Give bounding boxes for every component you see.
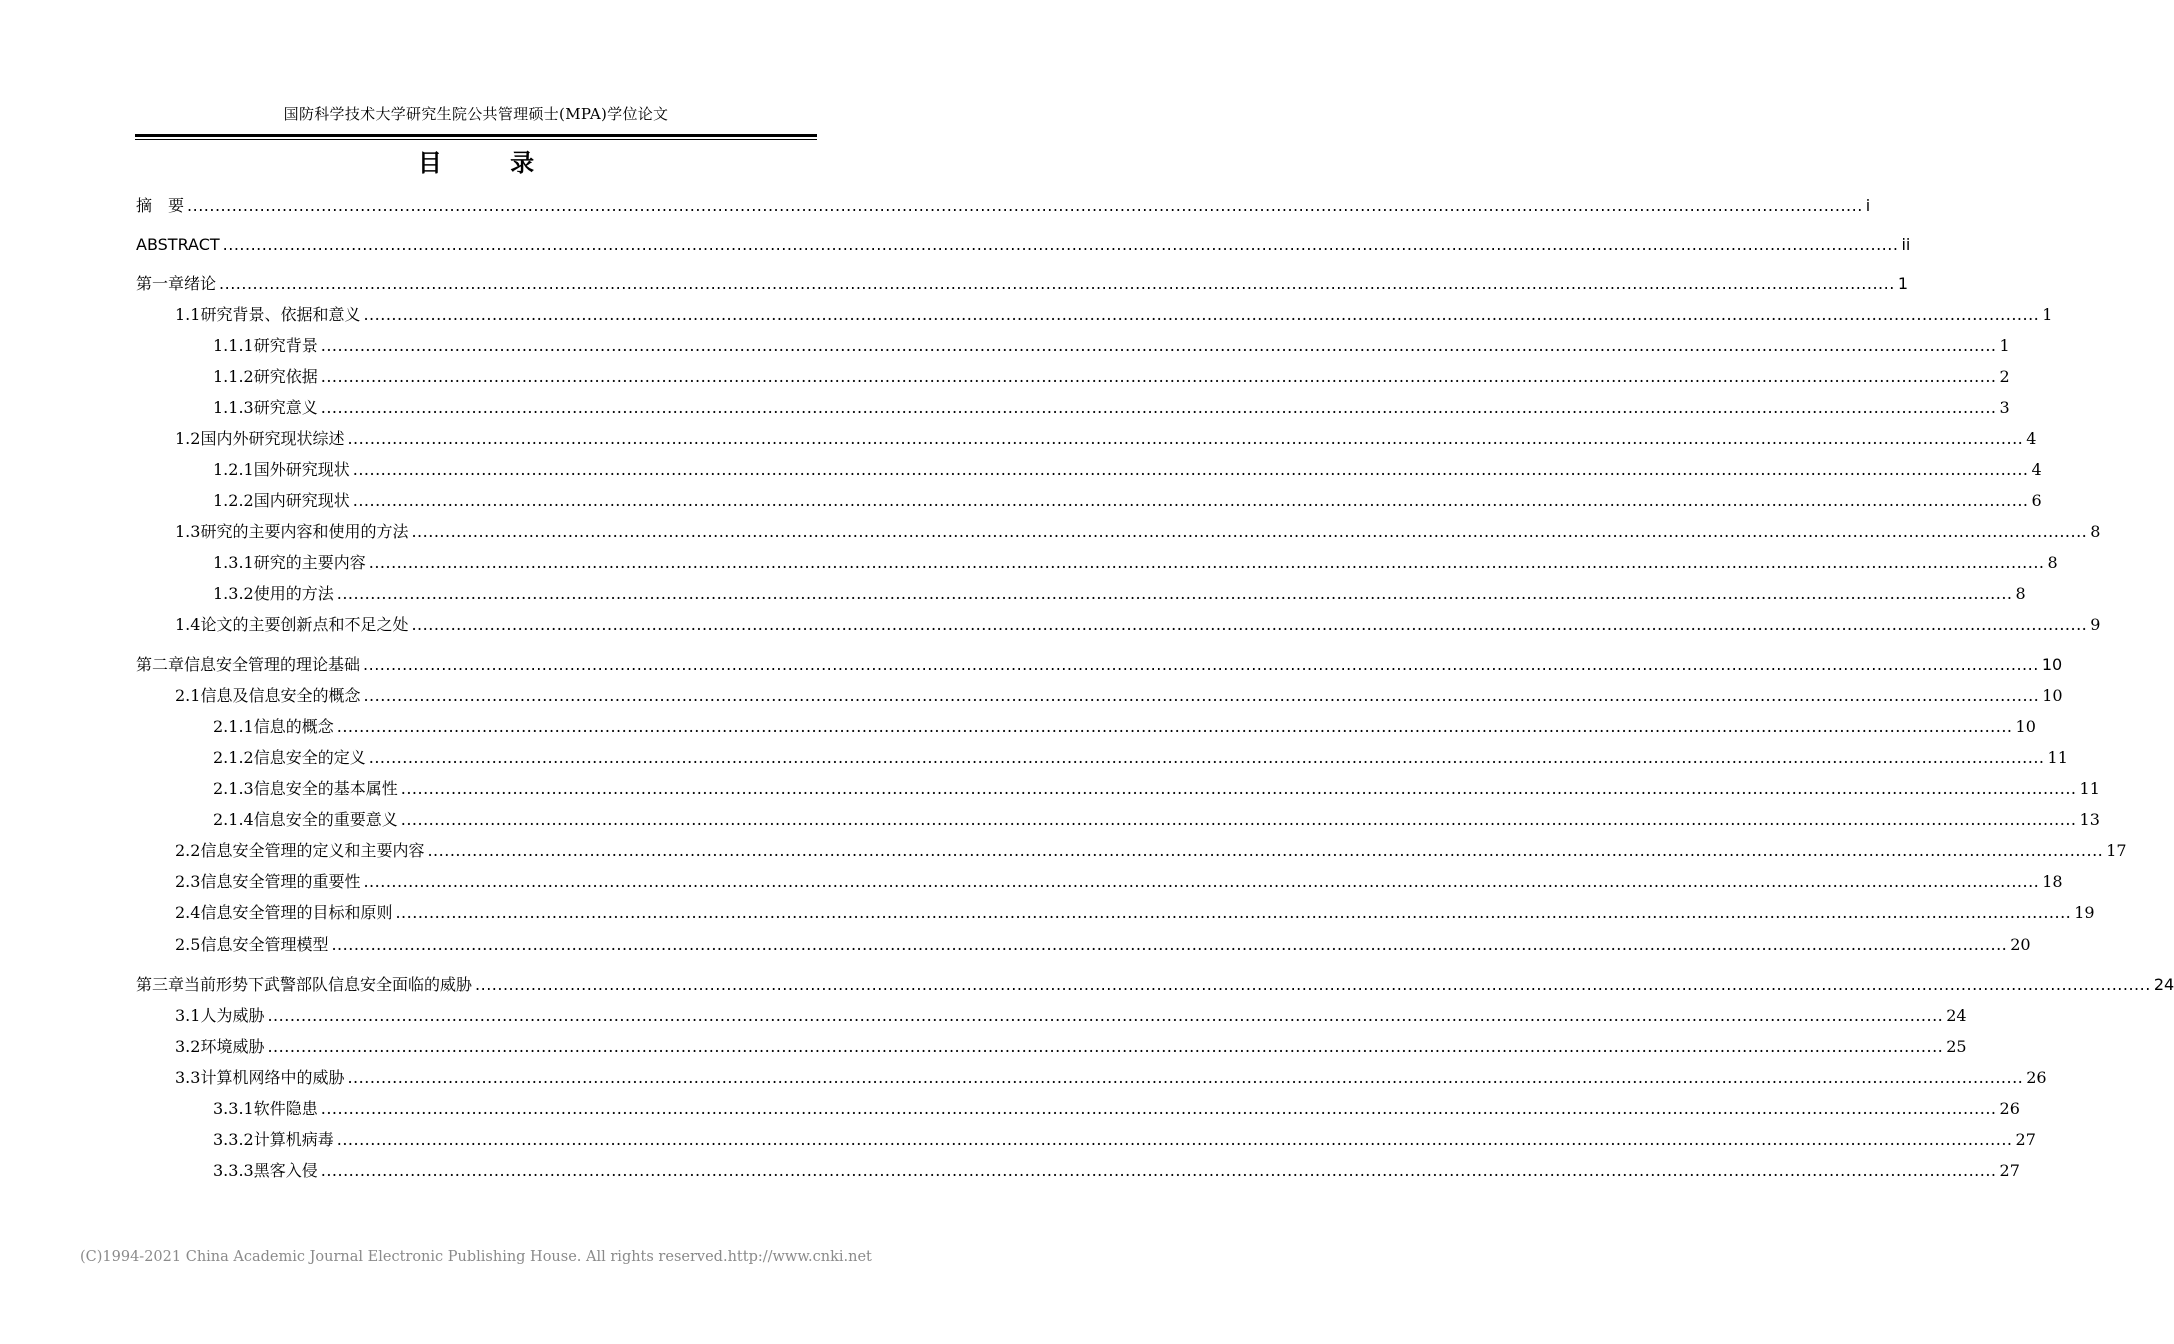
toc-entry[interactable] [213, 1126, 2036, 1150]
toc-dot-leader: ............................................................................................................................................................................................................................................................................................................ [336, 584, 2013, 603]
toc-entry-number: 第二章 [136, 655, 185, 674]
toc-entry-page: 13 [2079, 810, 2100, 829]
toc-entry-page: 4 [2026, 429, 2037, 448]
toc-entry-label: 研究依据 [253, 367, 318, 386]
toc-dot-leader: ............................................................................................................................................................................................................................................................................................................ [352, 460, 2029, 479]
toc-entry-label: 使用的方法 [253, 584, 334, 603]
toc-entry[interactable] [175, 518, 2101, 542]
toc-dot-leader: ............................................................................................................................................................................................................................................................................................................ [352, 491, 2029, 510]
toc-entry[interactable] [175, 868, 2063, 892]
toc-entry-page: 19 [2074, 903, 2095, 922]
toc-dot-leader: ............................................................................................................................................................................................................................................................................................................ [363, 305, 2040, 324]
toc-dot-leader: ............................................................................................................................................................................................................................................................................................................ [400, 810, 2077, 829]
toc-entry-number: 第三章 [136, 975, 185, 994]
toc-entry-number: 1.1.1 [213, 336, 254, 355]
toc-entry[interactable] [175, 1033, 1967, 1057]
toc-entry-number: 1.1 [175, 305, 201, 324]
toc-entry-label: 信息安全的定义 [253, 748, 366, 767]
toc-entry-number: 3.1 [175, 1006, 201, 1025]
toc-entry-label: 研究的主要内容 [253, 553, 366, 572]
toc-entry-page: 26 [2026, 1068, 2047, 1087]
toc-entry-label: 软件隐患 [253, 1099, 318, 1118]
toc-entry-page: 1 [1897, 274, 1908, 293]
footer-url[interactable]: http://www.cnki.net [727, 1249, 872, 1265]
toc-dot-leader: ............................................................................................................................................................................................................................................................................................................ [331, 935, 2008, 954]
toc-dot-leader: ............................................................................................................................................................................................................................................................................................................ [267, 1037, 1944, 1056]
toc-entry-page: ii [1901, 235, 1911, 254]
toc-entry[interactable] [213, 332, 2010, 356]
toc-entry-number: 3.3.2 [213, 1130, 254, 1149]
toc-entry-number: 1.4 [175, 615, 201, 634]
toc-entry-label: 信息安全管理的理论基础 [184, 655, 361, 674]
toc-entry[interactable] [213, 1157, 2020, 1181]
toc-entry-page: 24 [1946, 1006, 1967, 1025]
running-header: 国防科学技术大学研究生院公共管理硕士(MPA)学位论文 [283, 105, 669, 123]
toc-entry[interactable] [213, 394, 2010, 418]
toc-entry[interactable] [136, 231, 1911, 255]
toc-entry-page: 4 [2031, 460, 2042, 479]
toc-entry-page: 27 [1999, 1161, 2020, 1180]
toc-dot-leader: ............................................................................................................................................................................................................................................................................................................ [347, 429, 2024, 448]
toc-entry-number: 2.3 [175, 872, 201, 891]
toc-entry-number: 3.3.3 [213, 1161, 254, 1180]
toc-dot-leader: ............................................................................................................................................................................................................................................................................................................ [411, 522, 2088, 541]
toc-entry-page: 27 [2015, 1130, 2036, 1149]
toc-entry-label: 信息安全的重要意义 [253, 810, 398, 829]
toc-entry[interactable] [175, 425, 2037, 449]
toc-entry-label: 研究意义 [253, 398, 318, 417]
toc-entry[interactable] [175, 1064, 2047, 1088]
toc-dot-leader: ............................................................................................................................................................................................................................................................................................................ [368, 553, 2045, 572]
toc-entry-label: 人为威胁 [200, 1006, 265, 1025]
toc-entry[interactable] [136, 651, 2063, 675]
toc-entry[interactable] [175, 899, 2095, 923]
toc-entry-number: 3.3 [175, 1068, 201, 1087]
toc-entry-page: 11 [2047, 748, 2068, 767]
toc-entry-number: 1.2.1 [213, 460, 254, 479]
toc-dot-leader: ............................................................................................................................................................................................................................................................................................................ [475, 975, 2151, 994]
toc-entry-number: 第一章 [136, 274, 185, 293]
toc-entry-page: 8 [2015, 584, 2026, 603]
toc-dot-leader: ............................................................................................................................................................................................................................................................................................................ [320, 1161, 1997, 1180]
toc-entry-page: 1 [1999, 336, 2010, 355]
toc-entry-number: 2.1.2 [213, 748, 254, 767]
toc-entry-label: 信息安全管理的重要性 [200, 872, 361, 891]
toc-entry-number: 2.1.1 [213, 717, 254, 736]
toc-entry-page: 10 [2015, 717, 2036, 736]
toc-dot-leader: ............................................................................................................................................................................................................................................................................................................ [219, 274, 1895, 293]
toc-entry-label: 当前形势下武警部队信息安全面临的威胁 [184, 975, 473, 994]
toc-entry-number: 1.1.3 [213, 398, 254, 417]
toc-dot-leader: ............................................................................................................................................................................................................................................................................................................ [320, 398, 1997, 417]
toc-entry-page: 17 [2106, 841, 2127, 860]
toc-dot-leader: ............................................................................................................................................................................................................................................................................................................ [320, 367, 1997, 386]
toc-entry-number: 2.2 [175, 841, 201, 860]
toc-dot-leader: ............................................................................................................................................................................................................................................................................................................ [320, 1099, 1997, 1118]
toc-entry[interactable] [213, 713, 2036, 737]
toc-entry-label: 国内外研究现状综述 [200, 429, 345, 448]
toc-entry-page: 9 [2090, 615, 2101, 634]
toc-entry-label: 论文的主要创新点和不足之处 [200, 615, 409, 634]
toc-entry-page: 6 [2031, 491, 2042, 510]
toc-entry-page: 25 [1946, 1037, 1967, 1056]
toc-entry[interactable] [136, 192, 1871, 216]
toc-entry-number: 1.3.1 [213, 553, 254, 572]
toc-entry-label: 计算机网络中的威胁 [200, 1068, 345, 1087]
toc-entry-label: 国内研究现状 [253, 491, 350, 510]
toc-entry[interactable] [175, 837, 2127, 861]
toc-entry-label: 绪论 [184, 274, 217, 293]
toc-entry[interactable] [213, 775, 2100, 799]
toc-entry-number: 1.2.2 [213, 491, 254, 510]
toc-entry-label: 信息的概念 [253, 717, 334, 736]
toc-dot-leader: ............................................................................................................................................................................................................................................................................................................ [363, 655, 2039, 674]
toc-dot-leader: ............................................................................................................................................................................................................................................................................................................ [222, 235, 1899, 254]
toc-entry-page: 8 [2090, 522, 2101, 541]
toc-dot-leader: ............................................................................................................................................................................................................................................................................................................ [336, 1130, 2013, 1149]
toc-entry-page: 8 [2047, 553, 2058, 572]
page-footer [80, 1249, 872, 1265]
toc-entry[interactable] [136, 270, 1908, 294]
toc-entry[interactable] [213, 580, 2026, 604]
page-title: 目 录 [417, 149, 565, 177]
toc-entry-number: 3.3.1 [213, 1099, 254, 1118]
toc-entry-page: 10 [2041, 655, 2063, 674]
toc-entry-number: 3.2 [175, 1037, 201, 1056]
toc-entry-label: 计算机病毒 [253, 1130, 334, 1149]
toc-entry-page: 10 [2042, 686, 2063, 705]
toc-entry[interactable] [175, 301, 2053, 325]
toc-entry-page: i [1865, 196, 1871, 215]
toc-entry[interactable] [213, 549, 2058, 573]
toc-entry-page: 18 [2042, 872, 2063, 891]
toc-entry-number: 2.1.4 [213, 810, 254, 829]
toc-entry-label: 研究的主要内容和使用的方法 [200, 522, 409, 541]
toc-entry-label: 研究背景 [253, 336, 318, 355]
toc-dot-leader: ............................................................................................................................................................................................................................................................................................................ [187, 196, 1863, 215]
toc-entry-label: 摘 要 [136, 196, 185, 215]
toc-entry-number: 1.2 [175, 429, 201, 448]
toc-entry-number: 2.1.3 [213, 779, 254, 798]
toc-entry-label: 信息安全管理模型 [200, 935, 329, 954]
toc-dot-leader: ............................................................................................................................................................................................................................................................................................................ [320, 336, 1997, 355]
toc-dot-leader: ............................................................................................................................................................................................................................................................................................................ [427, 841, 2104, 860]
toc-dot-leader: ............................................................................................................................................................................................................................................................................................................ [363, 872, 2040, 891]
toc-entry[interactable] [175, 611, 2101, 635]
toc-dot-leader: ............................................................................................................................................................................................................................................................................................................ [347, 1068, 2024, 1087]
toc-dot-leader: ............................................................................................................................................................................................................................................................................................................ [395, 903, 2072, 922]
toc-entry-page: 24 [2153, 975, 2174, 994]
toc-entry-label: 信息安全管理的目标和原则 [200, 903, 393, 922]
toc-entry[interactable] [213, 456, 2042, 480]
toc-entry[interactable] [175, 1002, 1967, 1026]
toc-entry-page: 26 [1999, 1099, 2020, 1118]
toc-entry[interactable] [213, 487, 2042, 511]
toc-entry[interactable] [175, 931, 2031, 955]
toc-entry[interactable] [213, 744, 2068, 768]
toc-entry-number: 2.1 [175, 686, 201, 705]
toc-dot-leader: ............................................................................................................................................................................................................................................................................................................ [267, 1006, 1944, 1025]
toc-entry-page: 11 [2079, 779, 2100, 798]
toc-entry[interactable] [136, 971, 2174, 995]
toc-entry-label: 研究背景、依据和意义 [200, 305, 361, 324]
toc-dot-leader: ............................................................................................................................................................................................................................................................................................................ [368, 748, 2045, 767]
toc-dot-leader: ............................................................................................................................................................................................................................................................................................................ [336, 717, 2013, 736]
toc-entry-number: 2.5 [175, 935, 201, 954]
toc-entry[interactable] [175, 682, 2063, 706]
toc-entry-page: 1 [2042, 305, 2053, 324]
toc-dot-leader: ............................................................................................................................................................................................................................................................................................................ [400, 779, 2077, 798]
toc-entry-page: 20 [2010, 935, 2031, 954]
toc-entry[interactable] [213, 806, 2100, 830]
toc-entry-label: ABSTRACT [136, 235, 220, 254]
toc-dot-leader: ............................................................................................................................................................................................................................................................................................................ [363, 686, 2040, 705]
toc-entry-page: 3 [1999, 398, 2010, 417]
toc-entry-label: 国外研究现状 [253, 460, 350, 479]
toc-entry-number: 1.1.2 [213, 367, 254, 386]
toc-entry-number: 1.3 [175, 522, 201, 541]
toc-entry-number: 1.3.2 [213, 584, 254, 603]
toc-entry-label: 环境威胁 [200, 1037, 265, 1056]
toc-entry-label: 信息安全的基本属性 [253, 779, 398, 798]
toc-entry-label: 黑客入侵 [253, 1161, 318, 1180]
toc-entry-label: 信息及信息安全的概念 [200, 686, 361, 705]
footer-copyright: (C)1994-2021 China Academic Journal Electronic Publishing House. All rights reserved. [80, 1249, 728, 1265]
toc-dot-leader: ............................................................................................................................................................................................................................................................................................................ [411, 615, 2088, 634]
toc-entry[interactable] [213, 363, 2010, 387]
toc-entry-number: 2.4 [175, 903, 201, 922]
toc-entry-page: 2 [1999, 367, 2010, 386]
toc-entry-label: 信息安全管理的定义和主要内容 [200, 841, 425, 860]
toc-entry[interactable] [213, 1095, 2020, 1119]
